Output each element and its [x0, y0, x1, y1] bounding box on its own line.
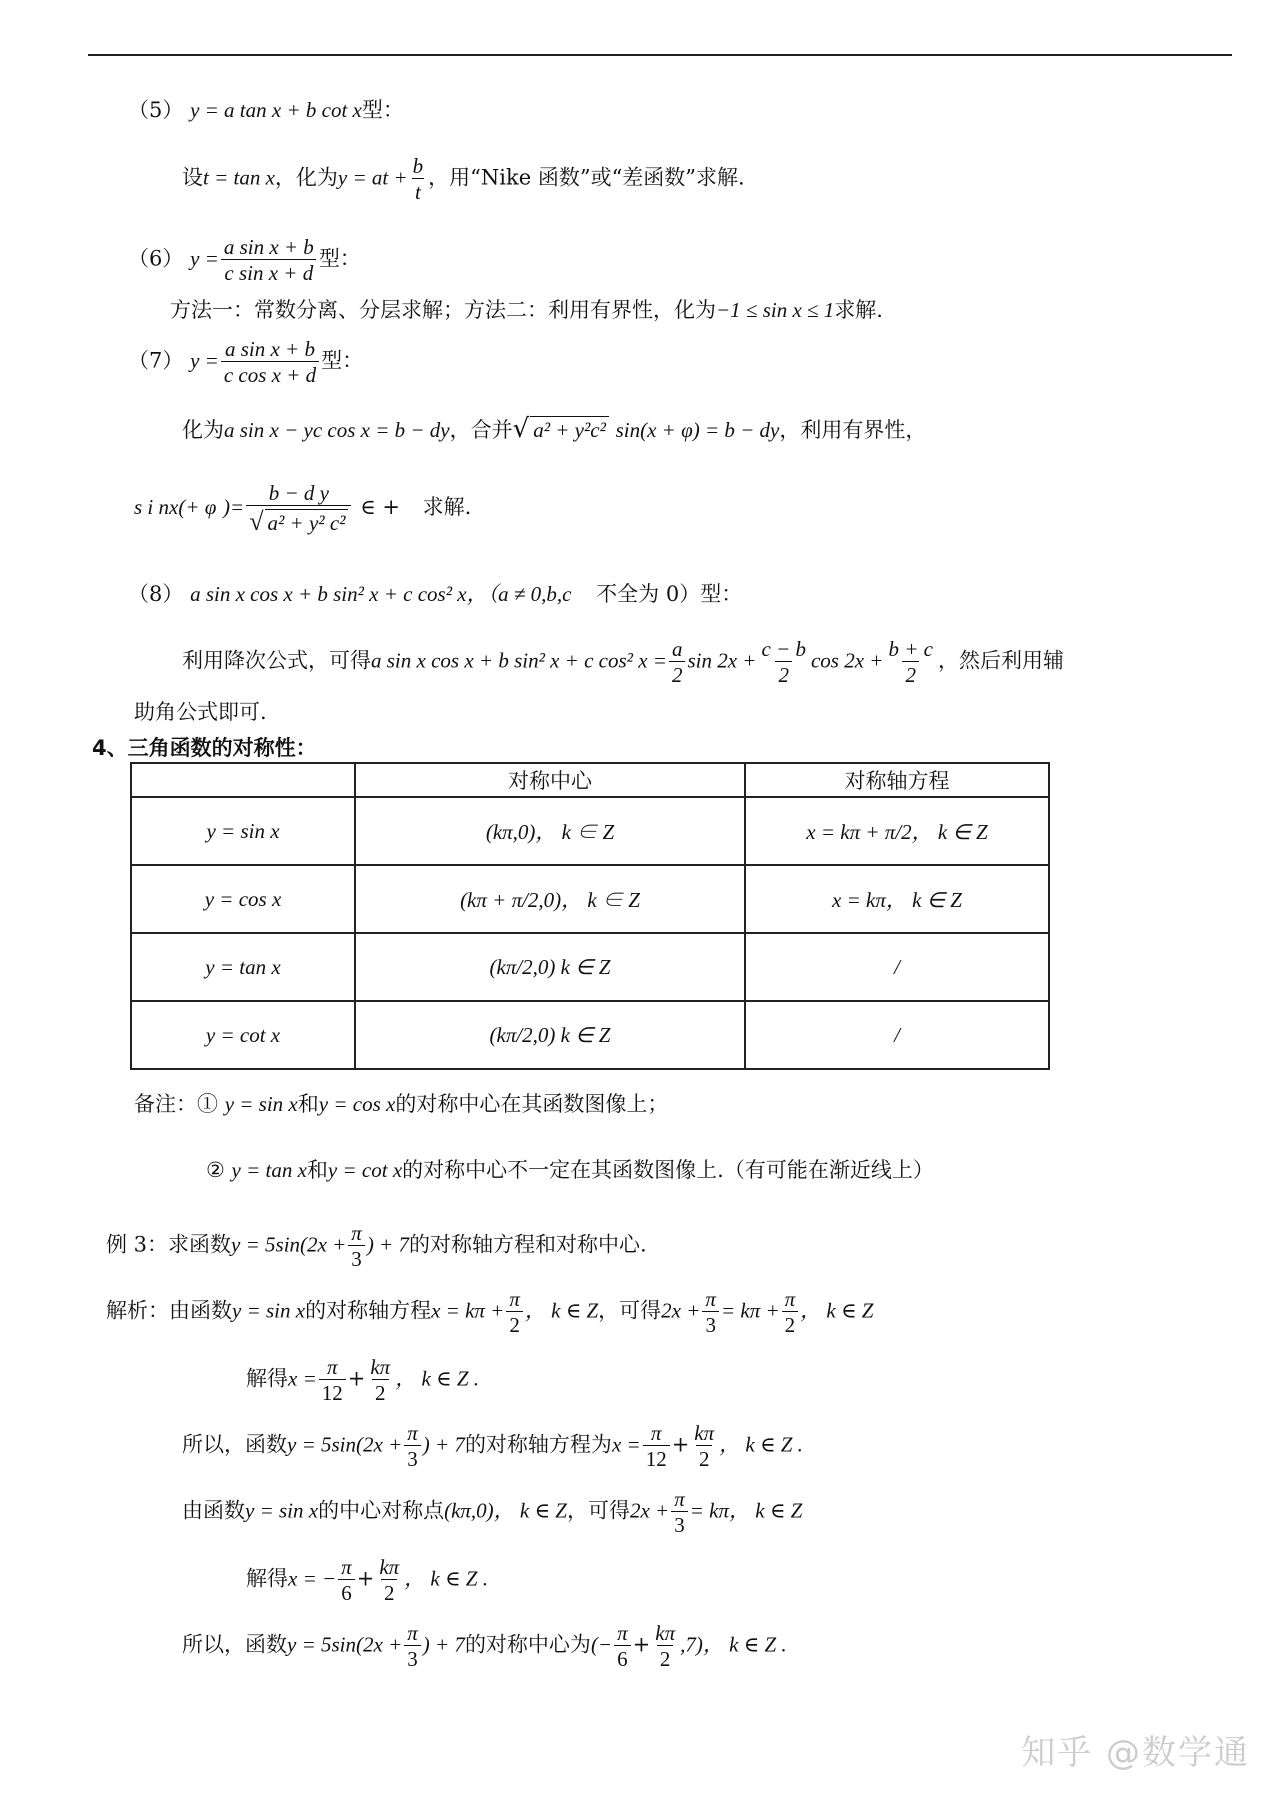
- denominator: 6: [338, 1579, 355, 1604]
- suffix: 型：: [321, 348, 364, 373]
- formula: )=: [223, 495, 245, 520]
- numerator: π: [784, 1287, 796, 1311]
- fraction: [758, 638, 809, 686]
- text: 解得: [246, 1366, 288, 1391]
- sqrt-sign: √: [512, 414, 530, 444]
- text: 方法一：常数分离、分层求解；方法二：利用有界性，化为: [170, 298, 716, 322]
- table-row: [131, 797, 1049, 865]
- example-3: [106, 1222, 647, 1270]
- formula: ， k ∈ Z .: [404, 1566, 488, 1591]
- formula: ) + 7: [422, 1632, 465, 1657]
- denominator: 2: [657, 1645, 674, 1670]
- formula: ， k ∈ Z .: [395, 1366, 479, 1391]
- fraction: [338, 1556, 355, 1604]
- formula: y = cos x: [318, 1092, 396, 1116]
- denominator: 2: [696, 1445, 713, 1470]
- denominator: 3: [348, 1245, 365, 1270]
- formula: ， k ∈ Z .: [702, 1632, 787, 1657]
- denominator: 6: [614, 1645, 631, 1670]
- solution-line5: 解得x = − $\frac{\pi}{6}$ + $\frac{k\pi}{2}$ ， k ∈ Z .: [246, 1555, 488, 1606]
- center-cell: (kπ/2,0) k ∈ Z: [355, 933, 745, 1001]
- text: ，化为: [274, 165, 338, 190]
- item5-line: [182, 155, 745, 203]
- axis-cell: /: [745, 933, 1049, 1001]
- fraction: [702, 1288, 719, 1336]
- formula: y = at +: [337, 165, 408, 190]
- formula: sin 2x +: [687, 648, 757, 673]
- formula: −1 ≤ sin x ≤ 1: [716, 298, 835, 322]
- fraction: [782, 1288, 799, 1336]
- func-cell: y = tan x: [131, 933, 355, 1001]
- text: ，可得: [566, 1498, 630, 1523]
- item8-title: [128, 584, 742, 605]
- formula: t = tan x: [203, 165, 275, 190]
- item-label: （5）: [128, 98, 184, 122]
- axis-cell: x = kπ + π/2， k ∈ Z: [745, 797, 1049, 865]
- item-label: （7）: [128, 348, 184, 373]
- formula: ,7): [680, 1632, 703, 1657]
- formula: ， k ∈ Z: [800, 1298, 874, 1323]
- text: ②: [206, 1158, 232, 1182]
- numerator: π: [650, 1421, 662, 1445]
- fraction: [246, 482, 351, 535]
- formula: x = kπ +: [431, 1298, 505, 1323]
- text: 利用降次公式，可得: [182, 648, 371, 673]
- axis-cell: /: [745, 1001, 1049, 1069]
- numerator: a sin x + b: [223, 235, 314, 259]
- denominator: 2: [782, 1311, 799, 1336]
- fraction: [319, 1356, 346, 1404]
- formula: y = 5sin(2x +: [287, 1432, 403, 1457]
- formula: 2x +: [661, 1298, 701, 1323]
- text: 的中心对称点: [318, 1498, 445, 1523]
- numerator: b − d y: [268, 481, 329, 505]
- item-label: （6）: [128, 246, 184, 271]
- solution-line2: 解得x = $\frac{\pi}{12}$ + $\frac{k\pi}{2}$ ， k ∈ Z .: [246, 1355, 479, 1406]
- fraction: [348, 1222, 365, 1270]
- formula: y = cot x: [327, 1158, 403, 1182]
- numerator: π: [705, 1287, 716, 1311]
- numerator: kπ: [655, 1621, 676, 1645]
- formula: 2x +: [629, 1498, 670, 1523]
- text: 求解.: [422, 495, 472, 520]
- denominator: [246, 505, 351, 535]
- text: 设: [182, 165, 203, 190]
- header-cell: 对称中心: [355, 763, 745, 797]
- formula: ， k ∈ Z: [729, 1498, 803, 1523]
- center-cell: (kπ/2,0) k ∈ Z: [355, 1001, 745, 1069]
- element-of: ∈: [360, 495, 376, 520]
- sqrt-sign: √: [249, 507, 264, 537]
- fraction: [652, 1622, 678, 1670]
- suffix: 型：: [318, 246, 361, 271]
- formula: x =: [611, 1432, 641, 1457]
- text: ，利用有界性，: [779, 418, 927, 442]
- fraction: [221, 236, 317, 284]
- text: 的对称轴方程: [305, 1298, 432, 1323]
- item7-line2: [134, 482, 471, 535]
- text: 求解.: [834, 298, 883, 322]
- center-cell: (kπ,0)， k ∈ Z: [355, 797, 745, 865]
- fraction: [367, 1356, 393, 1404]
- numerator: kπ: [694, 1421, 715, 1445]
- denominator: 2: [381, 1579, 398, 1604]
- numerator: π: [509, 1287, 520, 1311]
- numerator: π: [351, 1221, 362, 1245]
- formula: y =: [190, 348, 219, 373]
- symmetry-table: [130, 762, 1050, 1070]
- item-label: （8）: [128, 582, 184, 606]
- numerator: π: [407, 1421, 418, 1445]
- solution-line6: 所以，函数y = 5sin(2x + $\frac{\pi}{3}$ ) + 7的对称中心为(− $\frac{\pi}{6}$ + $\frac{k\pi}{2}$ ,7)， k ∈ Z .: [182, 1621, 787, 1672]
- text: ，可得: [598, 1298, 662, 1323]
- formula: y = 5sin(2x +: [231, 1232, 347, 1257]
- fraction: [669, 638, 686, 686]
- item6-method: [170, 300, 883, 321]
- radicand: a² + y² c²: [265, 509, 349, 534]
- denominator: c sin x + d: [221, 259, 316, 284]
- formula: ， k ∈ Z .: [719, 1432, 803, 1457]
- denominator: 2: [902, 661, 919, 686]
- text: 由函数: [182, 1498, 245, 1523]
- header-cell: [131, 763, 355, 797]
- text: 解得: [246, 1566, 288, 1591]
- denominator: 3: [404, 1645, 421, 1670]
- numerator: kπ: [370, 1355, 391, 1379]
- text: 解析：由函数: [106, 1298, 232, 1323]
- formula: = kπ: [689, 1498, 729, 1523]
- formula: y = 5sin(2x +: [287, 1632, 403, 1657]
- header-rule: [88, 54, 1232, 56]
- numerator: π: [674, 1487, 685, 1511]
- radicand: a² + y²c²: [530, 416, 609, 441]
- text: 不全为 0）型：: [596, 582, 743, 606]
- func-cell: y = cos x: [131, 865, 355, 933]
- text: 例 3：求函数: [106, 1232, 232, 1257]
- numerator: a: [671, 637, 683, 661]
- formula: ， k ∈ Z: [493, 1498, 567, 1523]
- text: 的对称轴方程为: [464, 1432, 612, 1457]
- formula: ，（a ≠ 0,b,c: [466, 582, 572, 606]
- item7-line1: [182, 416, 926, 442]
- formula: x =: [288, 1366, 317, 1391]
- solution-line1: [106, 1288, 873, 1336]
- denominator: 3: [671, 1511, 688, 1536]
- solution-line3: 所以，函数y = 5sin(2x + $\frac{\pi}{3}$ ) + 7的对称轴方程为x = $\frac{\pi}{12}$ + $\frac{k\pi}{2}$ ， k ∈ Z .: [182, 1421, 803, 1472]
- denominator: c cos x + d: [221, 361, 319, 386]
- suffix: 型：: [361, 98, 404, 122]
- formula: y = sin x: [232, 1298, 306, 1323]
- numerator: π: [341, 1555, 352, 1579]
- formula: y = tan x: [231, 1158, 307, 1182]
- formula: a sin x − yc cos x = b − dy: [224, 418, 450, 442]
- denominator: 12: [319, 1379, 346, 1404]
- denominator: 3: [404, 1445, 421, 1470]
- text: 的对称中心为: [464, 1632, 591, 1657]
- fraction: [614, 1622, 631, 1670]
- func-cell: y = cot x: [131, 1001, 355, 1069]
- watermark: 知乎 @数学通: [1021, 1733, 1250, 1773]
- text: ，然后利用辅: [937, 648, 1064, 673]
- numerator: b + c: [888, 637, 933, 661]
- denominator: 2: [669, 661, 686, 686]
- func-cell: y = sin x: [131, 797, 355, 865]
- item8-line2: 助角公式即可.: [134, 700, 267, 724]
- fraction: [221, 338, 319, 386]
- table-row: [131, 1001, 1049, 1069]
- text: 的对称中心不一定在其函数图像上.（有可能在渐近线上）: [402, 1158, 934, 1182]
- fraction: [404, 1422, 421, 1470]
- fraction: [410, 155, 427, 203]
- numerator: π: [617, 1621, 628, 1645]
- fraction: [671, 1488, 688, 1536]
- formula: (−: [590, 1632, 613, 1657]
- note-2: [206, 1160, 934, 1181]
- numerator: c − b: [761, 637, 806, 661]
- formula: x = −: [288, 1566, 337, 1591]
- fraction: [643, 1422, 670, 1470]
- numerator: π: [326, 1355, 338, 1379]
- text: 和: [297, 1092, 319, 1116]
- denominator: 12: [643, 1445, 670, 1470]
- item6-title: [128, 236, 361, 284]
- text: 的对称中心在其函数图像上；: [395, 1092, 669, 1116]
- numerator: a sin x + b: [224, 337, 315, 361]
- formula: s i nx(+ φ: [134, 495, 217, 520]
- text: 的对称轴方程和对称中心.: [408, 1232, 647, 1257]
- numerator: π: [407, 1621, 418, 1645]
- denominator: 2: [372, 1379, 389, 1404]
- formula: a sin x cos x + b sin² x + c cos² x: [190, 582, 467, 606]
- formula: a sin x cos x + b sin² x + c cos² x =: [371, 648, 667, 673]
- formula: y = sin x: [245, 1498, 319, 1523]
- fraction: [404, 1622, 421, 1670]
- formula: y = a tan x + b cot x: [190, 98, 362, 122]
- denominator: 2: [775, 661, 792, 686]
- numerator: b: [412, 154, 424, 178]
- text: ，合并: [449, 418, 513, 442]
- denominator: t: [412, 178, 424, 203]
- fraction: [691, 1422, 717, 1470]
- text: 所以，函数: [182, 1432, 287, 1457]
- formula: cos 2x +: [810, 648, 884, 673]
- table-header-row: [131, 763, 1049, 797]
- table-row: [131, 865, 1049, 933]
- fraction: [885, 638, 936, 686]
- fraction: [376, 1556, 402, 1604]
- formula: sin(x + φ) = b − dy: [615, 418, 780, 442]
- denominator: 3: [702, 1311, 719, 1336]
- fraction: [506, 1288, 523, 1336]
- set-symbol: +: [382, 495, 400, 520]
- formula: y = sin x: [224, 1092, 298, 1116]
- formula: ) + 7: [366, 1232, 409, 1257]
- text: 和: [306, 1158, 328, 1182]
- item5-title: [128, 100, 404, 121]
- formula: ) + 7: [422, 1432, 465, 1457]
- denominator: 2: [506, 1311, 523, 1336]
- solution-line4: [182, 1488, 802, 1536]
- text: 化为: [182, 418, 224, 442]
- numerator: kπ: [379, 1555, 400, 1579]
- note-1: [134, 1094, 668, 1115]
- item8-line1: [182, 638, 1064, 686]
- axis-cell: x = kπ， k ∈ Z: [745, 865, 1049, 933]
- formula: y =: [190, 246, 219, 271]
- section-heading: 4、三角函数的对称性：: [92, 736, 317, 760]
- formula: = kπ +: [720, 1298, 780, 1323]
- center-cell: (kπ + π/2,0)， k ∈ Z: [355, 865, 745, 933]
- text: ，用“Nike 函数”或“差函数”求解.: [428, 165, 745, 190]
- formula: ， k ∈ Z: [524, 1298, 599, 1323]
- text: 备注：①: [134, 1092, 225, 1116]
- text: 所以，函数: [182, 1632, 287, 1657]
- formula: (kπ,0): [444, 1498, 494, 1523]
- table-row: [131, 933, 1049, 1001]
- header-cell: 对称轴方程: [745, 763, 1049, 797]
- item7-title: [128, 338, 363, 386]
